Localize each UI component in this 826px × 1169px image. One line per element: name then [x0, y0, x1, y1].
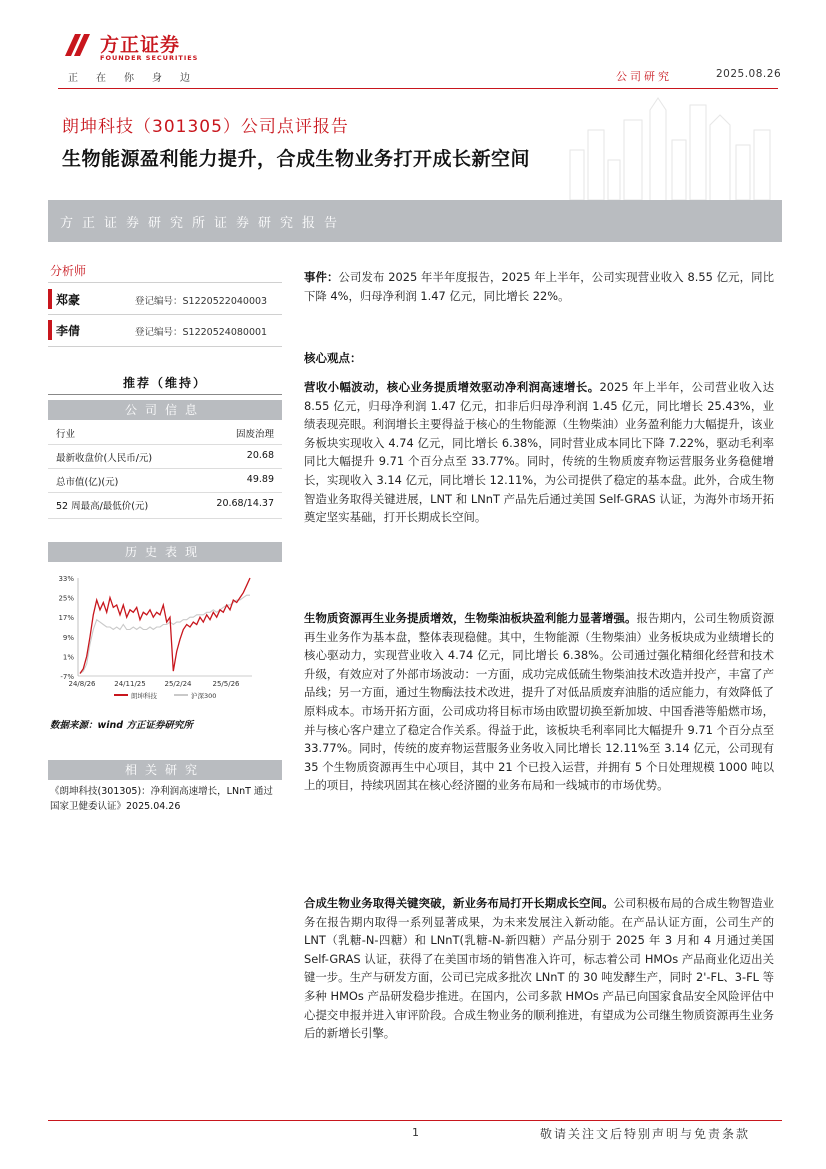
history-chart	[48, 568, 282, 708]
header-divider	[58, 88, 778, 89]
brand-name-en: FOUNDER SECURITIES	[100, 54, 199, 62]
paragraph-text: 2025 年上半年，公司营业收入达 8.55 亿元，归母净利润 1.47 亿元，扣非后归母净利润 1.45 亿元，同比增长 25.43%，业绩表现亮眼。利润增长主要得益于核心的生物能源（生物柴油）业务盈利能力大幅提升，该业务板块实现收入 4.74 亿元，同比增长 6.38%，同时营业成本同比下降 7.22%，驱动毛利率同比大幅提升 9.71 个百分点至 33.77%。同时，传统的生物质废弃物运营服务业务稳健增长，实现收入 3.14 亿元，同比增长 12.11%，为公司提供了稳定的基本盘。此外，合成生物智造业务取得关键进展，LNT 和 LNnT 产品先后通过美国 Self-GRAS 认证，为海外市场开拓奠定坚实基础，打开长期成长空间。	[304, 380, 774, 525]
report-date: 2025.08.26	[716, 68, 782, 80]
info-row	[56, 494, 274, 516]
info-key: 52 周最高/最低价(元)	[56, 501, 149, 512]
info-row	[56, 446, 274, 468]
info-value: 20.68/14.37	[216, 498, 274, 509]
analyst-name: 李倩	[56, 324, 81, 338]
info-divider	[48, 492, 282, 493]
banner-text: 方正证券研究所证券研究报告	[60, 216, 347, 231]
x-tick-label: 25/2/24	[164, 680, 192, 688]
event-label: 事件：	[304, 270, 339, 284]
related-research-title: 相关研究	[48, 760, 282, 780]
info-value: 49.89	[246, 474, 274, 485]
view-paragraph-1	[304, 378, 774, 527]
report-company-title: 朗坤科技（301305）公司点评报告	[62, 117, 349, 137]
view-paragraph-2	[304, 609, 774, 795]
paragraph-lead: 生物质资源再生业务提质增效，生物柴油板块盈利能力显著增强。	[304, 611, 637, 625]
data-source-note: 数据来源：wind 方正证券研究所	[50, 720, 193, 731]
disclaimer-notice[interactable]: 敬请关注文后特别声明与免责条款	[540, 1127, 751, 1141]
x-tick-label: 24/11/25	[114, 680, 146, 688]
brand-name-cn: 方正证券	[100, 34, 181, 56]
report-type: 公司研究	[616, 70, 672, 83]
related-research-item[interactable]: 《朗坤科技(301305)：净利润高速增长，LNnT 通过国家卫健委认证》2025.04.26	[50, 786, 273, 812]
page-number: 1	[412, 1126, 419, 1139]
core-view-label: 核心观点：	[304, 351, 362, 365]
x-tick-label: 25/5/26	[212, 680, 240, 688]
paragraph-lead: 合成生物业务取得关键突破，新业务布局打开长期成长空间。	[304, 896, 614, 910]
footer-divider	[48, 1120, 782, 1121]
info-divider	[48, 444, 282, 445]
y-tick-label: 25%	[58, 594, 74, 603]
report-headline: 生物能源盈利能力提升，合成生物业务打开成长新空间	[62, 148, 531, 170]
info-value: 固废治理	[235, 429, 274, 440]
y-tick-label: 33%	[58, 575, 74, 583]
stock-rating: 推荐（维持）	[122, 376, 207, 390]
paragraph-text: 报告期内，公司生物质资源再生业务作为基本盘，整体表现稳健。其中，生物能源（生物柴油）业务板块成为业绩增长的核心驱动力，实现营业收入 4.74 亿元，同比增长 6.38%。公司通过强化精细化经营和技术升级，有效应对了外部市场波动：一方面，成功完成低硫生物柴油技术改造并投产，丰富了产品线；另一方面，通过生物酶法技术改进，提升了对低品质废弃油脂的适应能力，有效降低了原料成本。市场开拓方面，公司成功将目标市场由欧盟切换至新加坡、中国香港等船燃市场，并与核心客户建立了稳定合作关系。得益于此，该板块毛利率同比大幅提升 9.71 个百分点至 33.77%。同时，传统的废弃物运营服务业务收入同比增长 12.11%至 3.14 亿元，公司现有 35 个生物质资源再生中心项目，其中 21 个已投入运营，并拥有 5 个日处理规模 1000 吨以上的项目，持续巩固其在核心经济圈的业务布局和一线城市的市场优势。	[304, 611, 774, 793]
company-info-title: 公司信息	[48, 400, 282, 420]
info-divider	[48, 518, 282, 519]
x-tick-label: 24/8/26	[68, 680, 96, 688]
skyline-illustration	[560, 90, 780, 200]
legend-label: 沪深300	[191, 692, 217, 700]
info-key: 最新收盘价(人民币/元)	[56, 453, 153, 464]
rating-divider	[48, 394, 282, 395]
info-value: 20.68	[246, 450, 274, 461]
legend-label: 朗坤科技	[131, 692, 157, 700]
analyst-label: 分析师	[50, 264, 87, 278]
y-tick-label: 9%	[62, 633, 74, 642]
brand-slogan: 正在你身边	[68, 73, 208, 84]
info-key: 总市值(亿)(元)	[56, 477, 119, 488]
paragraph-lead: 营收小幅波动，核心业务提质增效驱动净利润高速增长。	[304, 380, 600, 394]
history-title: 历史表现	[48, 542, 282, 562]
paragraph-text: 公司积极布局的合成生物智造业务在报告期内取得一系列显著成果，为未来发展注入新动能。在产品认证方面，公司生产的 LNT（乳糖-N-四糖）和 LNnT(乳糖-N-新四糖）产品分别于 2025 年 3 月和 4 月通过美国 Self-GRAS 认证，获得了在美国市场的销售准入许可，标志着公司 HMOs 产品商业化迈出关键一步。生产与研发方面，公司已完成多批次 LNnT 的 30 吨发酵生产，同时 2'-FL、3-FL 等多种 HMOs 产品研发稳步推进。在国内，公司多款 HMOs 产品已向国家食品安全风险评估中心提交申报并进入审评阶段。合成生物业务的顺利推进，有望成为公司继生物质资源再生业务后的新增长引擎。	[304, 896, 775, 1041]
y-tick-label: 1%	[62, 653, 74, 662]
info-row	[56, 470, 274, 492]
analyst-marker	[48, 289, 52, 309]
y-tick-label: -7%	[60, 673, 74, 681]
event-text: 公司发布 2025 年半年度报告，2025 年上半年，公司实现营业收入 8.55 亿元，同比下降 4%，归母净利润 1.47 亿元，同比增长 22%。	[304, 270, 774, 303]
y-tick-label: 17%	[58, 614, 74, 623]
analyst-divider	[48, 314, 282, 315]
event-paragraph	[304, 268, 774, 305]
founder-logo-icon	[62, 30, 92, 60]
info-row	[56, 422, 274, 444]
analyst-name: 郑豪	[56, 293, 81, 307]
analyst-divider	[48, 282, 282, 283]
view-paragraph-3	[304, 894, 774, 1043]
analyst-divider	[48, 346, 282, 347]
analyst-reg: 登记编号：S1220522040003	[135, 296, 268, 307]
analyst-marker	[48, 320, 52, 340]
analyst-reg: 登记编号：S1220524080001	[135, 327, 268, 338]
info-key: 行业	[56, 429, 76, 440]
info-divider	[48, 468, 282, 469]
